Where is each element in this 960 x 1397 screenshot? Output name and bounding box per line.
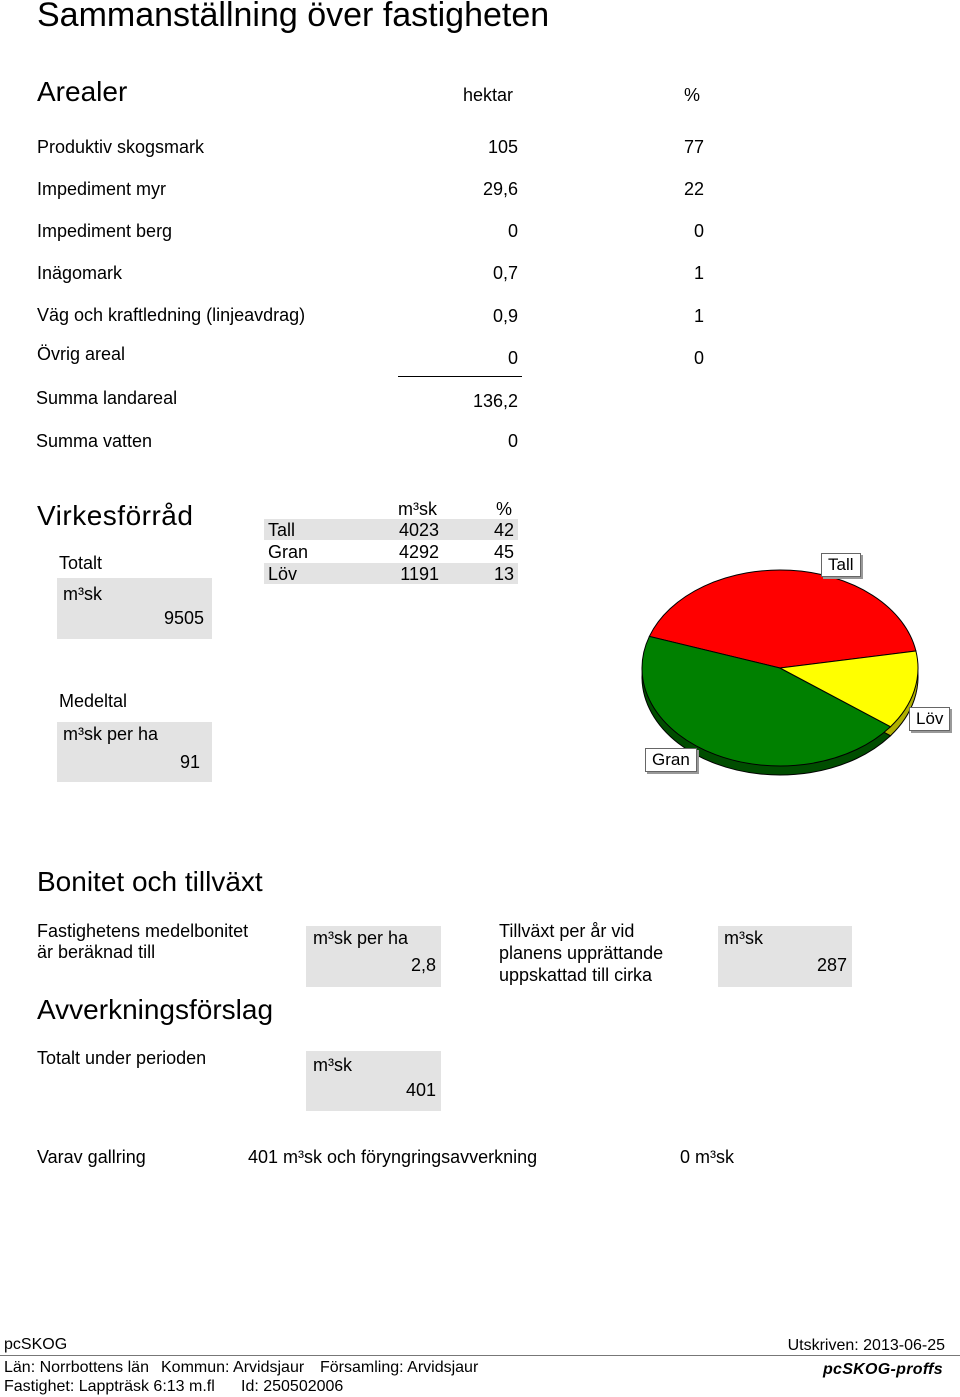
- areal-row-label: Produktiv skogsmark: [37, 137, 205, 157]
- species-pct: 45: [493, 542, 514, 562]
- footer-forsamling: Församling: Arvidsjaur: [320, 1359, 479, 1376]
- species-row-bg: [264, 563, 518, 584]
- species-col-pct: %: [496, 499, 513, 519]
- species-m3sk: 4023: [398, 520, 439, 540]
- species-m3sk: 1191: [400, 564, 439, 584]
- tillvaxt-unit: m³sk: [724, 928, 763, 948]
- summa-vatten-label: Summa vatten: [36, 431, 153, 451]
- pie-label-lov: Löv: [909, 707, 950, 731]
- areal-row-hektar: 0,9: [492, 306, 518, 326]
- pie-label-tall: Tall: [821, 553, 861, 577]
- species-name: Löv: [268, 564, 298, 584]
- areal-row-pct: 77: [683, 137, 704, 157]
- areal-row-hektar: 105: [487, 137, 518, 157]
- medelbonitet-text-1: Fastighetens medelbonitet: [37, 921, 249, 941]
- varav-gallring-label: Varav gallring: [37, 1147, 146, 1167]
- tillvaxt-text-3: uppskattad till cirka: [499, 965, 653, 985]
- tillvaxt-text-1: Tillväxt per år vid: [499, 921, 635, 941]
- col-pct-header: %: [684, 85, 701, 105]
- species-name: Gran: [268, 542, 309, 562]
- totalt-label: Totalt: [59, 553, 103, 573]
- gallring-text: 401 m³sk och föryngringsavverkning: [248, 1147, 538, 1167]
- totalt-unit: m³sk: [63, 584, 102, 604]
- bonitet-value: 2,8: [410, 955, 436, 975]
- areal-row-pct: 1: [693, 263, 704, 283]
- areal-row-pct: 1: [693, 306, 704, 326]
- medeltal-value: 91: [179, 752, 200, 772]
- footer-kommun: Kommun: Arvidsjaur: [161, 1359, 305, 1376]
- foryngring-text: 0 m³sk: [680, 1147, 734, 1167]
- medelbonitet-text-2: är beräknad till: [37, 942, 156, 962]
- footer-divider: [0, 1355, 960, 1356]
- avverkning-value: 401: [405, 1080, 436, 1100]
- arealer-heading: Arealer: [37, 76, 128, 107]
- footer-fastighet: Fastighet: Lappträsk 6:13 m.fl: [4, 1378, 215, 1395]
- medeltal-unit: m³sk per ha: [63, 724, 159, 744]
- footer-lan: Län: Norrbottens län: [4, 1359, 149, 1376]
- species-pct: 13: [493, 564, 514, 584]
- species-row-bg: [264, 519, 518, 540]
- bonitet-unit: m³sk per ha: [313, 928, 409, 948]
- summa-vatten-value: 0: [507, 431, 518, 451]
- areal-row-pct: 22: [683, 179, 704, 199]
- sum-divider: [398, 376, 522, 377]
- areal-row-hektar: 0: [507, 221, 518, 241]
- species-m3sk: 4292: [398, 542, 439, 562]
- avverkning-totalt-label: Totalt under perioden: [37, 1048, 207, 1068]
- areal-row-hektar: 29,6: [482, 179, 518, 199]
- areal-row-pct: 0: [693, 348, 704, 368]
- bonitet-heading: Bonitet och tillväxt: [37, 866, 263, 897]
- footer-id: Id: 250502006: [241, 1378, 344, 1395]
- col-hektar-header: hektar: [463, 85, 514, 105]
- areal-row-label: Väg och kraftledning (linjeavdrag): [37, 305, 306, 325]
- species-pct: 42: [493, 520, 514, 540]
- areal-row-hektar: 0,7: [492, 263, 518, 283]
- tillvaxt-text-2: planens upprättande: [499, 943, 664, 963]
- species-col-m3sk: m³sk: [398, 499, 437, 519]
- footer-app-name: pcSKOG: [4, 1336, 68, 1353]
- medeltal-label: Medeltal: [59, 691, 128, 711]
- page-title: Sammanställning över fastigheten: [37, 0, 550, 34]
- avverkning-heading: Avverkningsförslag: [37, 994, 274, 1025]
- tillvaxt-value: 287: [816, 955, 847, 975]
- avverkning-unit: m³sk: [313, 1055, 352, 1075]
- areal-row-label: Impediment myr: [37, 179, 167, 199]
- areal-row-label: Inägomark: [37, 263, 123, 283]
- footer-logo: pcSKOG-proffs: [822, 1361, 943, 1378]
- summa-landareal-value: 136,2: [472, 391, 518, 411]
- pie-label-gran: Gran: [645, 748, 697, 772]
- species-name: Tall: [268, 520, 296, 540]
- areal-row-label: Impediment berg: [37, 221, 173, 241]
- totalt-value: 9505: [163, 608, 204, 628]
- areal-row-pct: 0: [693, 221, 704, 241]
- summa-landareal-label: Summa landareal: [36, 388, 178, 408]
- footer-print-date: Utskriven: 2013-06-25: [787, 1337, 945, 1354]
- areal-row-hektar: 0: [507, 348, 518, 368]
- areal-row-label: Övrig areal: [37, 344, 126, 364]
- virkesforrad-heading: Virkesförråd: [37, 500, 194, 531]
